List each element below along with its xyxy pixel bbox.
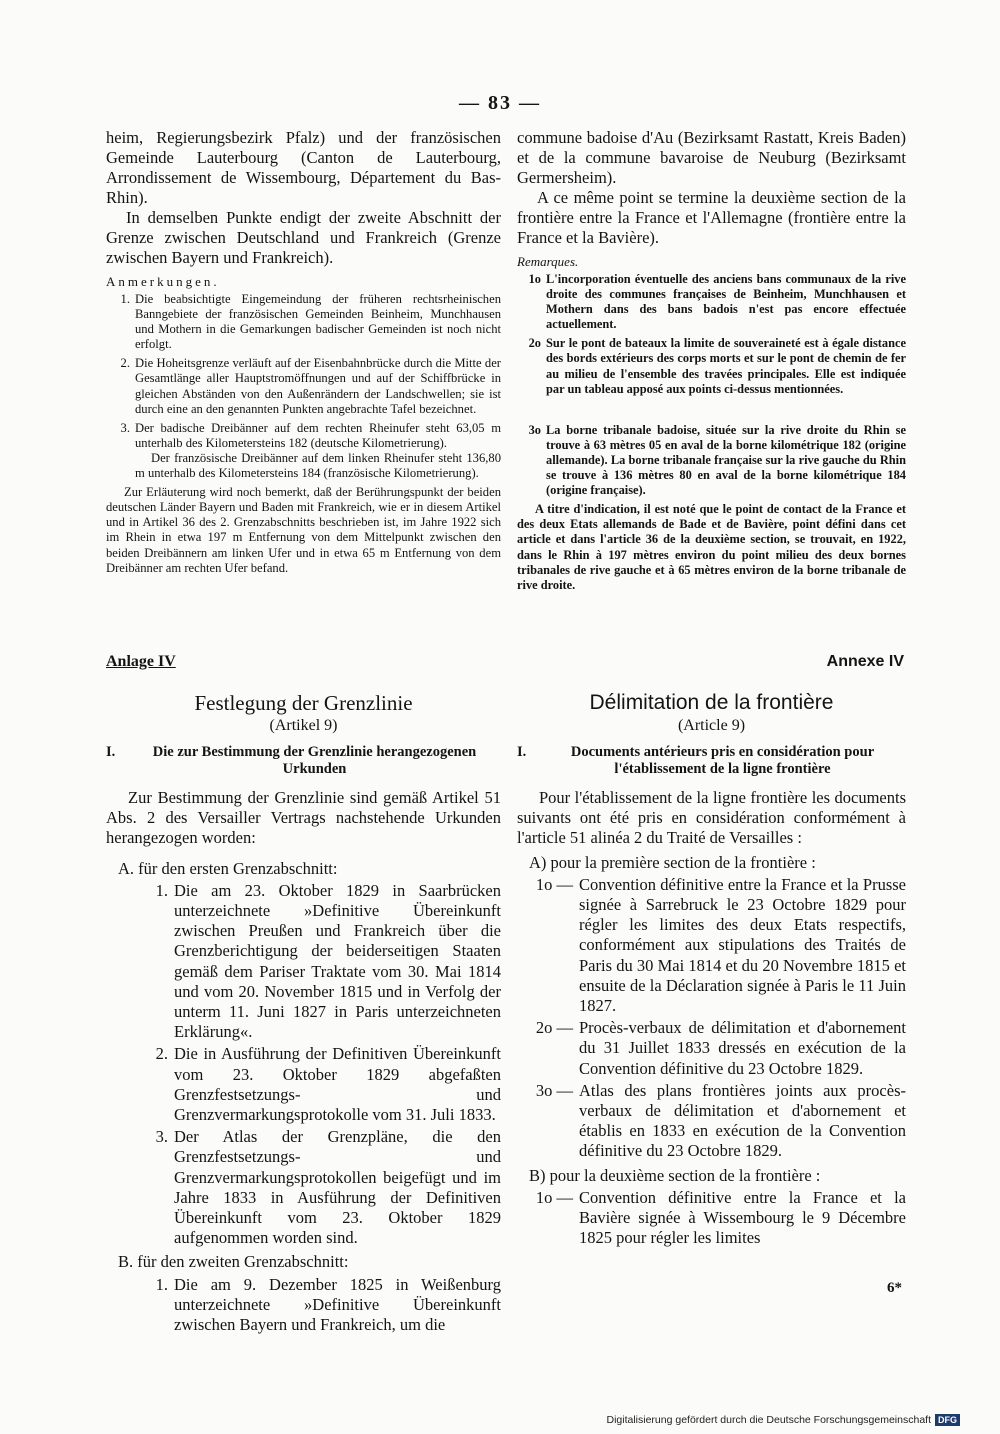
item-number: 3o — xyxy=(535,1080,573,1100)
german-group-a: A. für den ersten Grenzabschnitt: xyxy=(118,858,338,878)
item-text: Der Atlas der Grenzpläne, die den Grenzfestsetzungs- und Grenzvermarkungsprotokollen beigefügt und im Jahre 1833 in Ausführung der Definitiven Übereinkunft vom 23. Oktober 1829 aufgenommen worden sind. xyxy=(174,1127,501,1248)
german-group-b: B. für den zweiten Grenzabschnitt: xyxy=(118,1252,349,1272)
german-para-2: In demselben Punkte endigt der zweite Abschnitt der Grenze zwischen Deutschland und Frankreich (Grenze zwischen Bayern und Frankreich). xyxy=(106,208,501,267)
sheet-signature: 6* xyxy=(887,1280,902,1296)
annex-label-german: Anlage IV xyxy=(106,653,176,670)
item-text: Atlas des plans frontières joints aux procès-verbaux de délimitation et d'abornement et établis en 1833 en exécution de la Convention définitive du 23 Octobre 1829. xyxy=(579,1080,906,1161)
subheading-number: I. xyxy=(517,744,527,760)
german-closing-note: Zur Erläuterung wird noch bemerkt, daß der Berührungspunkt der beiden deutschen Länder Bayern und Baden mit Frankreich, wie er in diesem Artikel und in Artikel 36 des 2. Grenzabschnitts beschrieben ist, im Jahre 1922 sich im Rhein in etwa 197 m Entfernung von dem Mittelpunkt zwischen den beiden Dreibännern am linken Ufer und in etwa 65 m Entfernung von dem Dreibänner am rechten Ufer befand. xyxy=(106,485,501,575)
dfg-logo-icon: DFG xyxy=(935,1414,960,1426)
french-note-3 xyxy=(517,423,906,498)
french-section-subtitle: (Article 9) xyxy=(677,717,746,734)
french-para-1: commune badoise d'Au (Bezirksamt Rastatt, Kreis Baden) et de la commune bavaroise de Neuburg (Bezirksamt Germersheim). xyxy=(517,128,906,187)
german-note-3-sub: Der französische Dreibänner auf dem linken Rheinufer steht 136,80 m unterhalb des Kilometersteins 184 (französische Kilometrierung). xyxy=(135,450,501,481)
item-number: 3. xyxy=(155,1127,168,1147)
note-text: Die Hoheitsgrenze verläuft auf der Eisenbahnbrücke durch die Mitte der Gesamtlänge aller Hauptstromöffnungen und auf der Schiffbrücke in gleichen Abständen von den Außenrändern der Landschwellen; sie ist durch eine an den genannten Punkten angebrachte Tafel bezeichnet. xyxy=(135,356,501,416)
item-number: 1. xyxy=(155,1274,168,1294)
item-text: Convention définitive entre la France et la Bavière signée à Wissembourg le 9 Décembre 1825 pour régler les limites xyxy=(579,1187,906,1248)
french-closing-note: A titre d'indication, il est noté que le point de contact de la France et des deux Etats allemands de Bade et de Bavière, point défini dans cet article et dans l'article 36 de la deuxième section, se trouvait, en 1922, dans le Rhin à 197 mètres environ du point milieu des deux bornes tribanales de rive gauche et à 65 mètres environ de la borne tribanale de rive droite. xyxy=(517,502,906,592)
note-number: 1o xyxy=(528,272,541,286)
item-number: 1o — xyxy=(535,874,573,894)
item-text: Convention définitive entre la France et la Prusse signée à Sarrebruck le 23 Octobre 1829 pour régler les limites des deux Etats respectifs, conformément aux stipulations des Traités de Paris du 30 Mai 1814 et du 20 Novembre 1815 et ensuite de la Déclaration signée à Paris le 11 Juin 1827. xyxy=(579,874,906,1016)
note-number: 2. xyxy=(120,356,130,371)
french-remarks-title: Remarques. xyxy=(517,254,579,269)
french-item-b1 xyxy=(517,1188,906,1249)
french-group-a: A) pour la première section de la frontière : xyxy=(529,852,816,872)
subheading-text: Die zur Bestimmung der Grenzlinie herangezogenen Urkunden xyxy=(152,744,477,777)
annex-label-french: Annexe IV xyxy=(826,653,904,670)
french-note-1 xyxy=(517,272,906,332)
french-note-2 xyxy=(517,336,906,396)
note-number: 3. xyxy=(120,420,130,435)
note-text: L'incorporation éventuelle des anciens bans communaux de la rive droite des communes françaises de Beinheim, Munchhausen et Mothern dans des bans badois n'est pas encore effectuée actuellement. xyxy=(546,272,906,332)
item-text: Procès-verbaux de délimitation et d'abornement du 31 Juillet 1833 dressés en exécution de la Convention définitive du 23 Octobre 1829. xyxy=(579,1018,906,1078)
item-text: Die in Ausführung der Definitiven Übereinkunft vom 23. Oktober 1829 abgefaßten Grenzfestsetzungs- und Grenzvermarkungsprotokolle vom 31. Juli 1833. xyxy=(174,1044,501,1125)
german-intro: Zur Bestimmung der Grenzlinie sind gemäß Artikel 51 Abs. 2 des Versailler Vertrags nachstehende Urkunden herangezogen worden: xyxy=(106,788,501,848)
page-number: — 83 — xyxy=(459,92,541,114)
french-annex-column xyxy=(517,690,906,1250)
german-note-3 xyxy=(106,421,501,451)
french-item-a3 xyxy=(517,1081,906,1162)
german-section-subtitle: (Artikel 9) xyxy=(269,717,338,734)
german-item-a2 xyxy=(106,1044,501,1125)
note-text: Die beabsichtigte Eingemeindung der früheren rechtsrheinischen Banngebiete der französischen Gemeinden Beinheim, Munchhausen und Mothern in die Gemarkungen badischer Gemeinden ist noch nicht erfolgt. xyxy=(135,292,501,352)
note-number: 1. xyxy=(120,292,130,306)
french-section-title: Délimitation de la frontière xyxy=(589,691,834,714)
item-number: 1o — xyxy=(535,1187,573,1207)
note-number: 3o xyxy=(528,422,541,437)
note-text: Sur le pont de bateaux la limite de souveraineté est à égale distance des bords extérieurs des corps morts et sur le pont de chemin de fer au milieu de l'ensemble des travées principales. Elle est indiquée par un tableau apposé aux points ci-dessus mentionnées. xyxy=(546,336,906,396)
item-number: 2. xyxy=(155,1044,168,1064)
footer-credit-text: Digitalisierung gefördert durch die Deutsche Forschungsgemeinschaft xyxy=(606,1414,931,1426)
german-item-a3 xyxy=(106,1127,501,1248)
item-text: Die am 9. Dezember 1825 in Weißenburg unterzeichnete »Definitive Übereinkunft zwischen Bayern und Frankreich, um die xyxy=(174,1274,501,1335)
french-item-a1 xyxy=(517,875,906,1016)
item-number: 2o — xyxy=(535,1018,573,1038)
subheading-number: I. xyxy=(106,744,116,760)
subheading-text: Documents antérieurs pris en considération pour l'établissement de la ligne frontière xyxy=(570,744,875,777)
german-section-title: Festlegung der Grenzlinie xyxy=(194,691,413,715)
german-item-b1 xyxy=(106,1275,501,1336)
french-continuation-column xyxy=(517,128,906,593)
german-annex-column xyxy=(106,690,501,1337)
german-note-2 xyxy=(106,356,501,416)
german-remarks-title: Anmerkungen. xyxy=(106,274,220,289)
note-number: 2o xyxy=(528,336,541,351)
french-intro: Pour l'établissement de la ligne frontière les documents suivants ont été pris en considération conformément à l'article 51 alinéa 2 du Traité de Versailles : xyxy=(517,788,906,848)
french-subheading xyxy=(517,744,906,778)
german-note-1 xyxy=(106,292,501,352)
french-para-2: A ce même point se termine la deuxième section de la frontière entre la France et l'Allemagne (frontière entre la France et la Bavière). xyxy=(517,188,906,247)
german-item-a1 xyxy=(106,881,501,1043)
german-para-1: heim, Regierungsbezirk Pfalz) und der französischen Gemeinde Lauterbourg (Canton de Lauterbourg, Arrondissement de Wissembourg, Département du Bas-Rhin). xyxy=(106,128,501,207)
item-text: Die am 23. Oktober 1829 in Saarbrücken unterzeichnete »Definitive Übereinkunft zwischen Preußen und Frankreich über die Grenzberichtigung der beiderseitigen Staaten gemäß dem Pariser Traktate vom 30. Mai 1814 und vom 20. November 1815 und in Verfolg der unterm 11. Juni 1827 in Paris unterzeichneten Erklärung«. xyxy=(174,880,501,1042)
note-text: Der badische Dreibänner auf dem rechten Rheinufer steht 63,05 m unterhalb des Kilometersteins 182 (deutsche Kilometrierung). xyxy=(135,420,501,450)
item-number: 1. xyxy=(155,880,168,900)
footer-credit xyxy=(606,1414,960,1426)
german-continuation-column xyxy=(106,128,501,576)
german-subheading xyxy=(106,744,501,778)
french-group-b: B) pour la deuxième section de la frontière : xyxy=(529,1165,821,1185)
french-item-a2 xyxy=(517,1018,906,1079)
note-text: La borne tribanale badoise, située sur la rive droite du Rhin se trouve à 63 mètres 05 en aval de la borne kilométrique 182 (origine allemande). La borne tribanale française sur la rive gauche du Rhin se trouve à 136 mètres 80 en aval de la borne kilométrique 184 (origine française). xyxy=(546,422,906,498)
